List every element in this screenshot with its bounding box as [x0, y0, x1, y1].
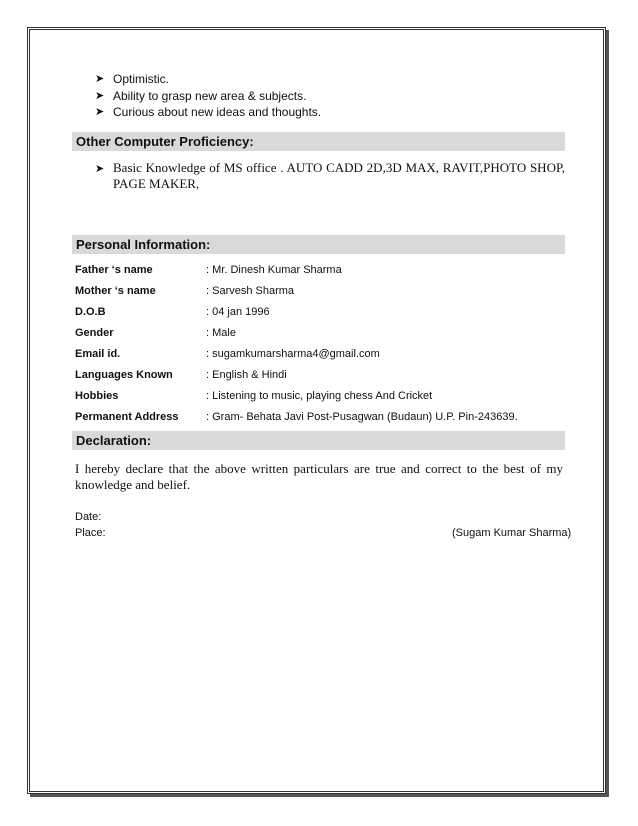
signature-name: (Sugam Kumar Sharma) — [452, 527, 572, 539]
declaration-text: I hereby declare that the above written particulars are true and correct to the best of my knowledge and belief. — [75, 461, 563, 492]
date-label: Date: — [75, 511, 102, 523]
declaration-header: Declaration: — [72, 431, 565, 450]
info-value: : Sarvesh Sharma — [206, 285, 295, 297]
info-label: Father ‘s name — [75, 264, 153, 276]
info-label: Gender — [75, 327, 114, 339]
info-value: : sugamkumarsharma4@gmail.com — [206, 348, 380, 360]
place-label: Place: — [75, 527, 106, 539]
info-label: D.O.B — [75, 306, 106, 318]
info-value: : Gram- Behata Javi Post-Pusagwan (Budaun) U.P. Pin-243639. — [206, 411, 518, 423]
info-label: Mother ‘s name — [75, 285, 156, 297]
info-value: : English & Hindi — [206, 369, 287, 381]
info-label: Hobbies — [75, 390, 119, 402]
arrow-bullet-icon: ➤ — [95, 89, 105, 102]
qualities-list — [95, 71, 321, 121]
info-label: Email id. — [75, 348, 121, 360]
info-value: : Male — [206, 327, 236, 339]
list-item: ➤ Ability to grasp new area & subjects. — [95, 88, 307, 103]
arrow-bullet-icon: ➤ — [95, 73, 105, 85]
info-label: Languages Known — [75, 369, 173, 381]
info-value: : Mr. Dinesh Kumar Sharma — [206, 264, 342, 276]
computer-skill-item: ➤ Basic Knowledge of MS office . AUTO CADD 2D,3D MAX, RAVIT,PHOTO SHOP, PAGE MAKER, — [95, 160, 565, 191]
list-item: ➤ Curious about new ideas and thoughts. — [95, 105, 322, 119]
list-item: ➤ Optimistic. — [95, 72, 170, 86]
arrow-bullet-icon: ➤ — [95, 163, 105, 175]
computer-proficiency-header: Other Computer Proficiency: — [72, 132, 565, 151]
info-value: : Listening to music, playing chess And Cricket — [206, 390, 433, 402]
personal-information-header: Personal Information: — [72, 235, 565, 254]
info-label: Permanent Address — [75, 411, 179, 423]
info-value: : 04 jan 1996 — [206, 306, 270, 318]
arrow-bullet-icon: ➤ — [95, 106, 105, 118]
